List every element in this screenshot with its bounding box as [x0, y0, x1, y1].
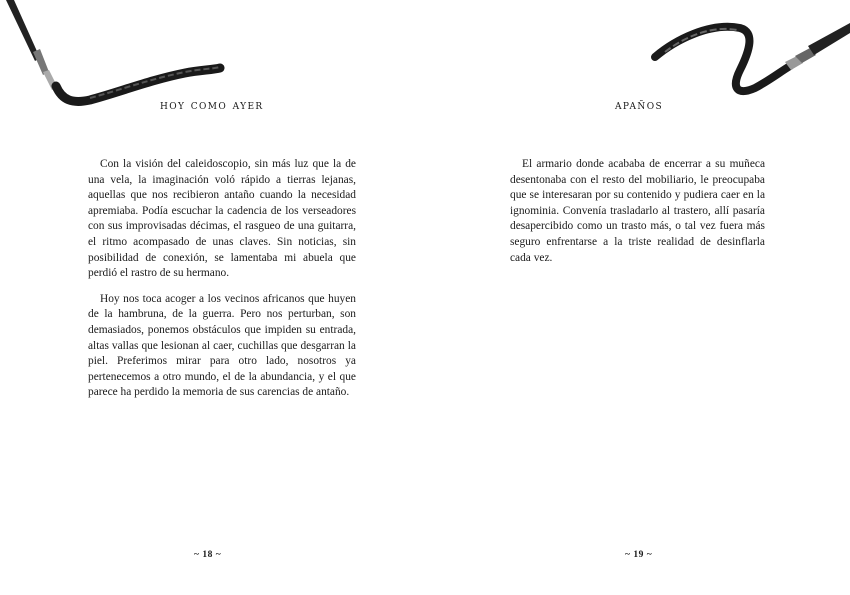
- page-number-right: ~ 19 ~: [625, 550, 653, 560]
- body-text-left: [88, 157, 356, 411]
- paragraph: Hoy nos toca acoger a los vecinos africanos que huyen de la hambruna, de la guerra. Pero nos perturban, son demasiados, ponemos obstáculos que impiden su entrada, altas vallas que lesionan al caer, cuchillas que desgarran la piel. Preferimos mirar para otro lado, nosotros ya pertenecemos a otro mundo, el de la abundancia, y el que parece ha perdido la memoria de sus carencias de antaño.: [88, 292, 356, 399]
- right-page: [425, 0, 850, 595]
- paragraph: Con la visión del caleidoscopio, sin más luz que la de una vela, la imaginación voló rápido a tierras lejanas, aquellas que nos recibieron antaño cuando la necesidad apremiaba. Podía escuchar la cadencia de los verseadores con sus improvisadas décimas, el rasgueo de una guitarra, el ritmo acompasado de unas claves. Sin noticias, sin posibilidad de conexión, se lamentaba mi abuela que perdió el rastro de su hermano.: [88, 158, 356, 280]
- running-head-right: apaños: [615, 97, 664, 112]
- body-text-right: [510, 157, 765, 276]
- paragraph: El armario donde acababa de encerrar a su muñeca desentonaba con el resto del mobiliario, le preocupaba que se interesaran por su contenido y pudiera caer en la ignominia. Convenía trasladarlo al trastero, allí pasaría desapercibido como un trasto más, o tal vez fuera más seguro enfrentarse a la triste realidad de desinflarla cada vez.: [510, 158, 765, 264]
- running-head-left: hoy como ayer: [160, 97, 264, 112]
- page-number-left: ~ 18 ~: [194, 550, 222, 560]
